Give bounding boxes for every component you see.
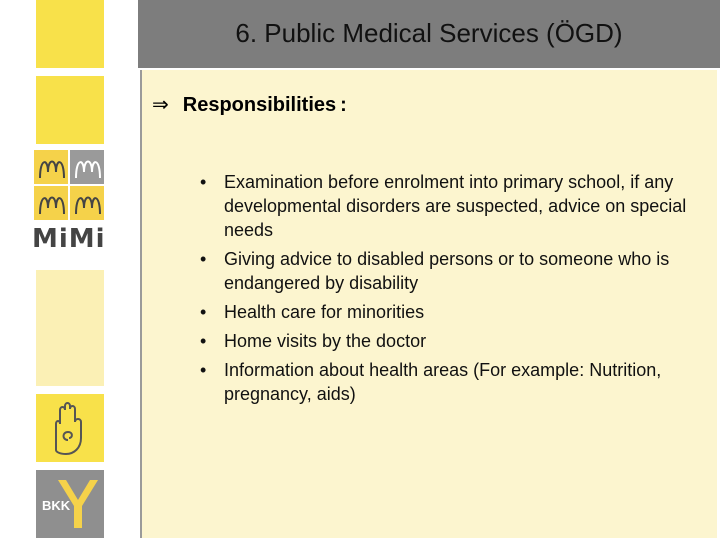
bullet-icon: • (200, 331, 207, 351)
bullet-icon: • (200, 172, 207, 192)
list-item: • Giving advice to disabled persons or to someone who is endangered by disability (200, 249, 670, 293)
hand-spiral-icon (36, 394, 104, 462)
hand-logo-tile (36, 394, 104, 462)
bkk-logo-text: BKK (42, 498, 71, 513)
list-item: • Examination before enrolment into primary school, if any developmental disorders are suspected, advice on special needs (200, 172, 687, 240)
mimi-logo-text: MiMi (32, 224, 106, 254)
bullet-icon: • (200, 302, 207, 322)
yellow-tile (36, 0, 104, 68)
content-panel (140, 70, 717, 538)
bullet-icon: • (200, 360, 207, 380)
mimi-logo-icon (34, 150, 106, 220)
slide-title: 6. Public Medical Services (ÖGD) (235, 18, 623, 48)
bullet-icon: • (200, 249, 207, 269)
list-item: • Health care for minorities (200, 302, 425, 322)
title-bar (138, 0, 720, 68)
left-decoration-column (0, 0, 138, 540)
section-heading-row (152, 92, 347, 117)
pale-yellow-tile (36, 270, 104, 386)
bkk-logo-tile (36, 470, 104, 538)
section-heading: Responsibilities (182, 94, 337, 116)
responsibilities-list (200, 170, 710, 411)
yellow-tile (36, 76, 104, 144)
implies-arrow-icon: ⇒ (152, 92, 169, 116)
list-item: • Home visits by the doctor (200, 331, 427, 351)
heading-colon: : (340, 94, 347, 116)
list-item: • Information about health areas (For example: Nutrition, pregnancy, aids) (200, 360, 662, 404)
